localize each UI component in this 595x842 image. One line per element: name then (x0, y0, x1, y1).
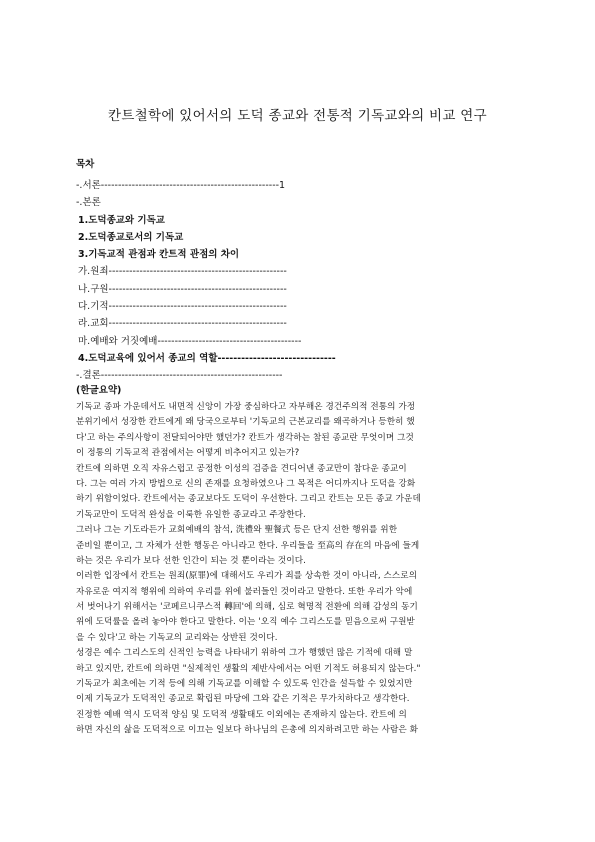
summary-line: 칸트에 의하면 오직 자유스럽고 공정한 이성의 검증을 견디어낸 종교만이 참다운 종교이 (76, 463, 407, 474)
toc-entry-worship: 마.예배와 거짓예배------------------------------------------ (78, 335, 302, 347)
summary-line: 하고 있지만, 칸트에 의하면 "실제적인 생활의 제반사에서는 어떤 기적도 허용되지 않는다." (76, 663, 421, 674)
summary-line: 기독교가 최초에는 기적 등에 의해 기독교를 이해할 수 있도록 인간을 설득할 수 있었지만 (76, 679, 413, 690)
summary-line: 서 벗어나기 위해서는 '코페르니쿠스적 轉回'에 의해, 심로 혁명적 전환에 의해 감성의 동기 (76, 602, 418, 613)
summary-line: 준비일 뿐이고, 그 자체가 선한 행동은 아니라고 한다. 우리들을 至高의 存在의 마음에 들게 (76, 540, 420, 551)
summary-line: 기독교 종파 가운데서도 내면적 신앙이 가장 중심하다고 자부해온 경건주의적 전통의 가정 (76, 402, 416, 412)
summary-line: 성경은 예수 그리스도의 신적인 능력을 나타내기 위하여 그가 행했던 많은 기적에 대해 말 (76, 648, 413, 659)
summary-line: 하면 자신의 삶을 도덕적으로 이끄는 일보다 하나님의 은총에 의지하려고만 하는 사람은 화 (76, 725, 419, 736)
summary-line: 기독교만이 도덕적 완성을 이룩한 유일한 종교라고 주장한다. (76, 509, 306, 520)
summary-line: 분위기에서 성장한 칸트에게 왜 당국으로부터 '기독교의 근본교리를 왜곡하거나 등한히 했 (76, 417, 415, 428)
korean-summary (76, 383, 516, 739)
toc-entry-section-3: 3.기독교적 관점과 칸트적 관점의 차이 (78, 249, 240, 261)
toc-entry-conclusion: -.결론----------------------------------------------------- (76, 370, 283, 382)
summary-line: 자유로운 여지적 행위에 의하여 우리를 위에 불러들인 것이라고 말한다. 또한 우리가 악에 (76, 586, 413, 597)
summary-line: 다. 그는 여러 가지 방법으로 신의 존재를 요청하였으나 그 목적은 어디까지나 도덕을 강화 (76, 478, 416, 489)
toc-entry-section-4: 4.도덕교육에 있어서 종교의 역할------------------------------ (78, 352, 336, 364)
table-of-contents (76, 158, 536, 385)
toc-entry-miracles: 다.기적---------------------------------------------------- (78, 301, 287, 313)
toc-entry-salvation: 나.구원---------------------------------------------------- (78, 283, 287, 295)
toc-entry-main-body: -.본론 (76, 197, 101, 209)
summary-heading: (한글요약) (76, 385, 122, 396)
toc-entry-original-sin: 가.원죄---------------------------------------------------- (78, 266, 287, 278)
summary-line: 그러나 그는 기도라든가 교회예배의 참석, 洗禮와 聖餐式 등은 단지 선한 행위를 위한 (76, 525, 398, 536)
summary-line: 하는 것은 우리가 보다 선한 인간이 되는 것 뿐이라는 것이다. (76, 555, 306, 566)
summary-line: 이러한 입장에서 칸트는 원죄(原罪)에 대해서도 우리가 죄를 상속한 것이 아니라, 스스로의 (76, 571, 418, 582)
toc-heading: 목차 (76, 159, 95, 170)
summary-line: 하기 위함이었다. 칸트에서는 종교보다도 도덕이 우선한다. 그리고 칸트는 모든 종교 가운데 (76, 494, 421, 505)
document-title: 칸트철학에 있어서의 도덕 종교와 전통적 기독교와의 비교 연구 (107, 108, 487, 124)
summary-line: 진정한 예배 역시 도덕적 양심 및 도덕적 생활태도 이외에는 존재하지 않는다. 칸트에 의 (76, 709, 407, 720)
summary-line: 이제 기독교가 도덕적인 종교로 확립된 마당에 그와 같은 기적은 무가치하다고 생각한다. (76, 694, 410, 705)
toc-entry-section-1: 1.도덕종교와 기독교 (78, 214, 165, 226)
summary-line: 다'고 하는 주의사항이 전달되어야만 했던가? 칸트가 생각하는 참된 종교란 무엇이며 그것 (76, 432, 414, 443)
toc-entry-church: 라.교회---------------------------------------------------- (78, 318, 287, 330)
summary-line: 위에 도덕률을 올려 놓아야 한다고 말한다. 이는 '오직 예수 그리스도를 믿음으로써 구원받 (76, 617, 415, 628)
toc-entry-section-2: 2.도덕종교로서의 기독교 (78, 231, 184, 243)
summary-line: 을 수 있다'고 하는 기독교의 교리와는 상반된 것이다. (76, 632, 278, 643)
toc-entry-introduction: -.서론----------------------------------------------------1 (76, 180, 286, 191)
summary-line: 이 정통의 기독교적 관점에서는 어떻게 비추어지고 있는가? (76, 448, 300, 459)
